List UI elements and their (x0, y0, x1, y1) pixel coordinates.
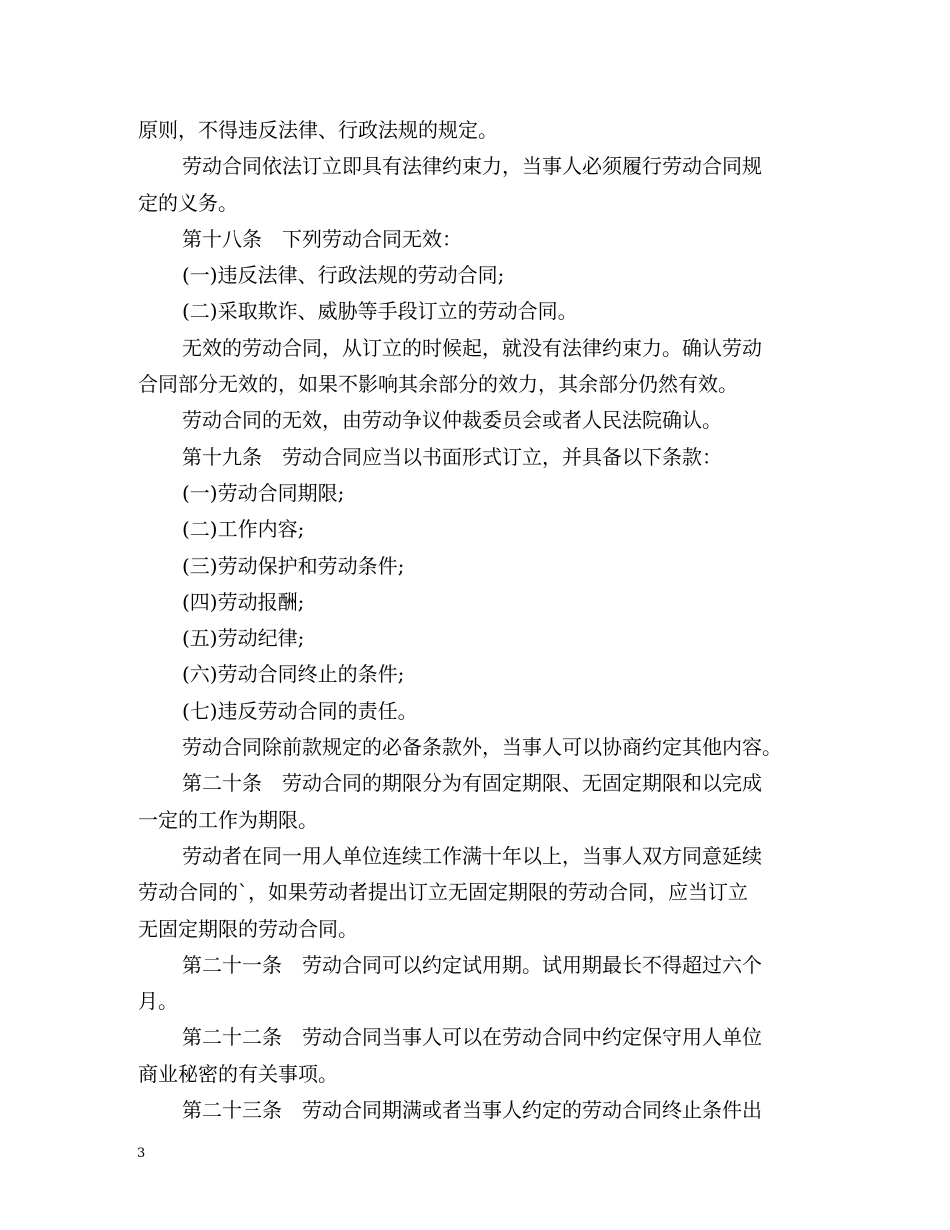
list-item: (二)工作内容; (182, 517, 305, 542)
text-line: 一定的工作为期限。 (138, 807, 318, 832)
article-heading-20: 第二十条 劳动合同的期限分为有固定期限、无固定期限和以完成 (182, 771, 762, 796)
text-line: 劳动合同依法订立即具有法律约束力，当事人必须履行劳动合同规 (182, 154, 762, 179)
text-line: 合同部分无效的，如果不影响其余部分的效力，其余部分仍然有效。 (138, 372, 738, 397)
article-heading-22: 第二十二条 劳动合同当事人可以在劳动合同中约定保守用人单位 (182, 1025, 762, 1050)
text-line: 无固定期限的劳动合同。 (138, 916, 358, 941)
list-item: (一)劳动合同期限; (182, 480, 345, 505)
text-line: 原则，不得违反法律、行政法规的规定。 (138, 118, 498, 142)
text-line: 劳动合同的无效，由劳动争议仲裁委员会或者人民法院确认。 (182, 408, 722, 433)
list-item: (二)采取欺诈、威胁等手段订立的劳动合同。 (182, 299, 578, 324)
article-heading-19: 第十九条 劳动合同应当以书面形式订立，并具备以下条款： (182, 444, 722, 469)
article-heading-18: 第十八条 下列劳动合同无效： (182, 226, 462, 251)
list-item: (三)劳动保护和劳动条件; (182, 553, 405, 578)
text-line: 商业秘密的有关事项。 (138, 1061, 338, 1086)
text-line: 月。 (138, 989, 178, 1014)
list-item: (五)劳动纪律; (182, 626, 305, 651)
text-line: 劳动者在同一用人单位连续工作满十年以上，当事人双方同意延续 (182, 843, 762, 868)
page-number: 3 (137, 1146, 146, 1161)
text-line: 定的义务。 (138, 190, 238, 215)
list-item: (四)劳动报酬; (182, 589, 305, 614)
body-text (138, 112, 828, 1128)
article-heading-23: 第二十三条 劳动合同期满或者当事人约定的劳动合同终止条件出 (182, 1098, 762, 1123)
text-line: 劳动合同除前款规定的必备条款外，当事人可以协商约定其他内容。 (182, 735, 782, 760)
list-item: (六)劳动合同终止的条件; (182, 662, 405, 687)
list-item: (一)违反法律、行政法规的劳动合同; (182, 263, 505, 288)
text-line: 无效的劳动合同，从订立的时候起，就没有法律约束力。确认劳动 (182, 335, 762, 360)
article-heading-21: 第二十一条 劳动合同可以约定试用期。试用期最长不得超过六个 (182, 952, 762, 977)
text-line: 劳动合同的`，如果劳动者提出订立无固定期限的劳动合同，应当订立 (138, 880, 748, 905)
list-item: (七)违反劳动合同的责任。 (182, 698, 418, 723)
